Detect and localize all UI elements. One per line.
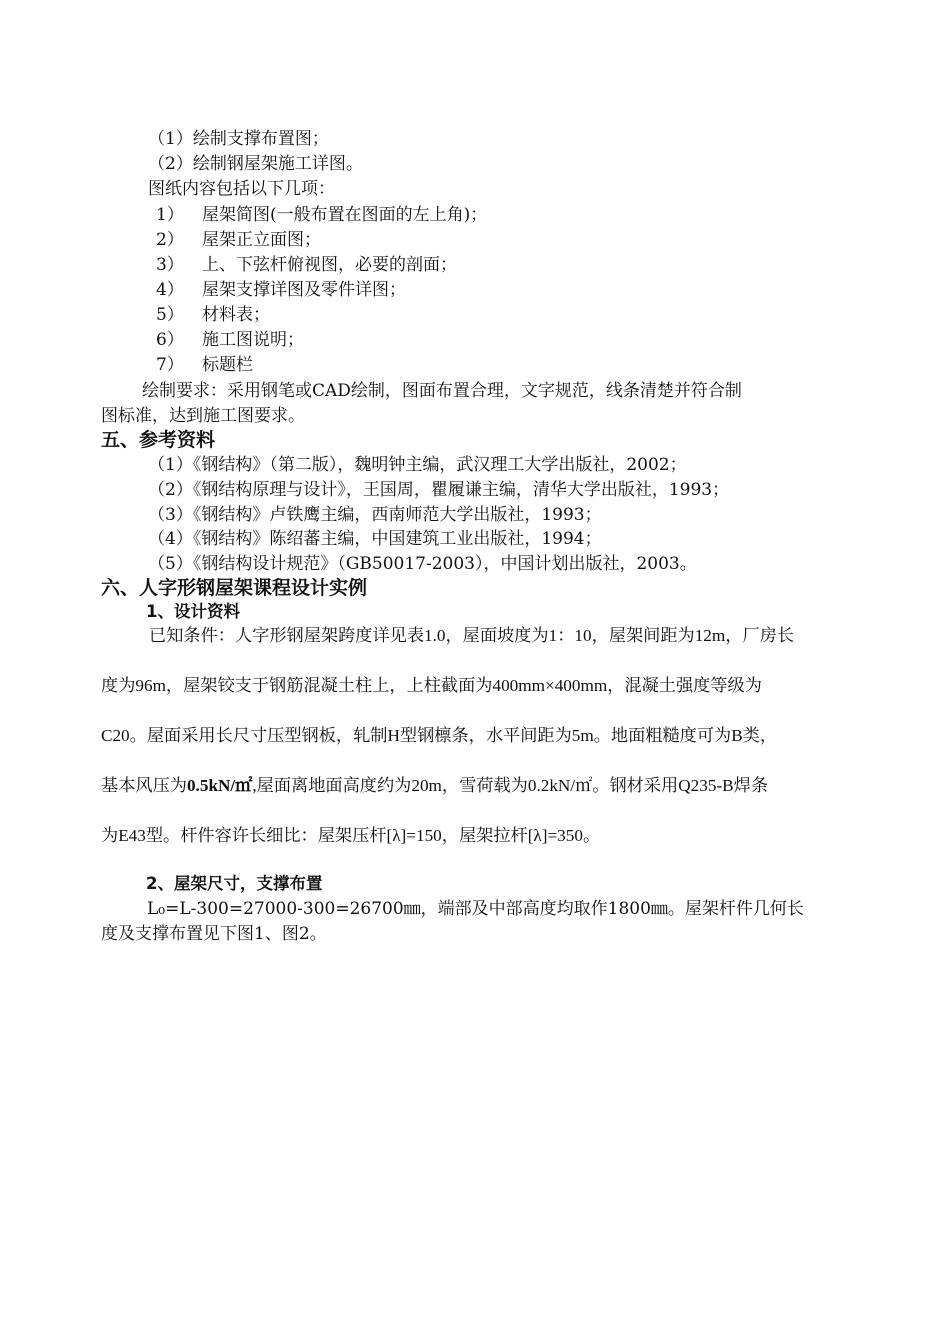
drawing-contents-intro: 图纸内容包括以下几项：: [148, 179, 335, 199]
drawing-item-text: 施工图说明；: [202, 330, 304, 350]
drawing-item-text: 上、下弦杆俯视图，必要的剖面；: [202, 255, 457, 275]
section6-heading: 六、人字形钢屋架课程设计实例: [101, 577, 368, 599]
wind-pressure-value: 0.5kN/㎡: [186, 776, 253, 795]
drawing-requirement-line: 图标准，达到施工图要求。: [101, 406, 305, 426]
design-data-line: C20。屋面采用长尺寸压型钢板，轧制H型钢檩条，水平间距为5m。地面粗糙度可为B类，: [101, 726, 778, 745]
wind-line-suffix: ,屋面离地面高度约为20m，雪荷载为0.2kN/㎡。钢材采用Q235-B焊条: [252, 776, 769, 795]
truss-dimensions-line: L₀=L-300=27000-300=26700㎜，端部及中部高度均取作1800㎜。屋架杆件几何长: [147, 899, 804, 919]
drawing-item-num: 2）: [156, 230, 184, 250]
reference-item: （4）《钢结构》陈绍蕃主编，中国建筑工业出版社，1994；: [148, 529, 602, 549]
design-data-wind-line: [101, 775, 768, 797]
drawing-item-num: 4）: [156, 280, 184, 300]
drawing-item: [156, 204, 487, 226]
drawing-item-num: 7）: [156, 355, 184, 375]
drawing-item: [156, 329, 304, 351]
drawing-item-text: 屋架简图(一般布置在图面的左上角)；: [202, 205, 488, 225]
drawing-item-text: 材料表；: [202, 305, 270, 325]
reference-item: （3）《钢结构》卢铁鹰主编，西南师范大学出版社，1993；: [148, 505, 602, 525]
drawing-item-num: 6）: [156, 330, 184, 350]
reference-item: （5）《钢结构设计规范》（GB50017-2003），中国计划出版社，2003。: [148, 554, 697, 574]
drawing-item-text: 标题栏: [202, 355, 253, 375]
drawing-item: [156, 279, 406, 301]
wind-line-prefix: 基本风压为: [101, 776, 187, 795]
drawing-item: [156, 254, 457, 276]
reference-item: （2）《钢结构原理与设计》，王国周，瞿履谦主编，清华大学出版社，1993；: [148, 480, 730, 500]
drawing-item: [156, 304, 270, 326]
drawing-item: [156, 354, 253, 376]
drawing-step-2: （2）绘制钢屋架施工详图。: [148, 154, 363, 174]
subsection-heading-truss-dimensions: 2、屋架尺寸，支撑布置: [146, 874, 323, 893]
drawing-requirement-line: 绘制要求：采用钢笔或CAD绘制，图面布置合理，文字规范，线条清楚并符合制: [142, 381, 742, 401]
drawing-step-1: （1）绘制支撑布置图；: [148, 129, 329, 149]
drawing-item-text: 屋架支撑详图及零件详图；: [202, 280, 406, 300]
section5-heading: 五、参考资料: [101, 429, 216, 451]
drawing-item-num: 5）: [156, 305, 184, 325]
design-data-line: 已知条件：人字形钢屋架跨度详见表1.0，屋面坡度为1：10，屋架间距为12m，厂房长: [149, 626, 795, 645]
drawing-item-text: 屋架正立面图；: [202, 230, 321, 250]
design-data-line: 度为96m，屋架铰支于钢筋混凝土柱上，上柱截面为400mm×400mm，混凝土强度等级为: [101, 676, 762, 695]
reference-item: （1）《钢结构》（第二版），魏明钟主编，武汉理工大学出版社，2002；: [148, 455, 687, 475]
drawing-item: [156, 229, 321, 251]
drawing-item-num: 3）: [156, 255, 184, 275]
drawing-item-num: 1）: [156, 205, 184, 225]
subsection-heading-design-data: 1、设计资料: [146, 602, 240, 621]
truss-dimensions-line: 度及支撑布置见下图1、图2。: [101, 924, 327, 944]
design-data-line: 为E43型。杆件容许长细比：屋架压杆[λ]=150，屋架拉杆[λ]=350。: [101, 826, 601, 845]
